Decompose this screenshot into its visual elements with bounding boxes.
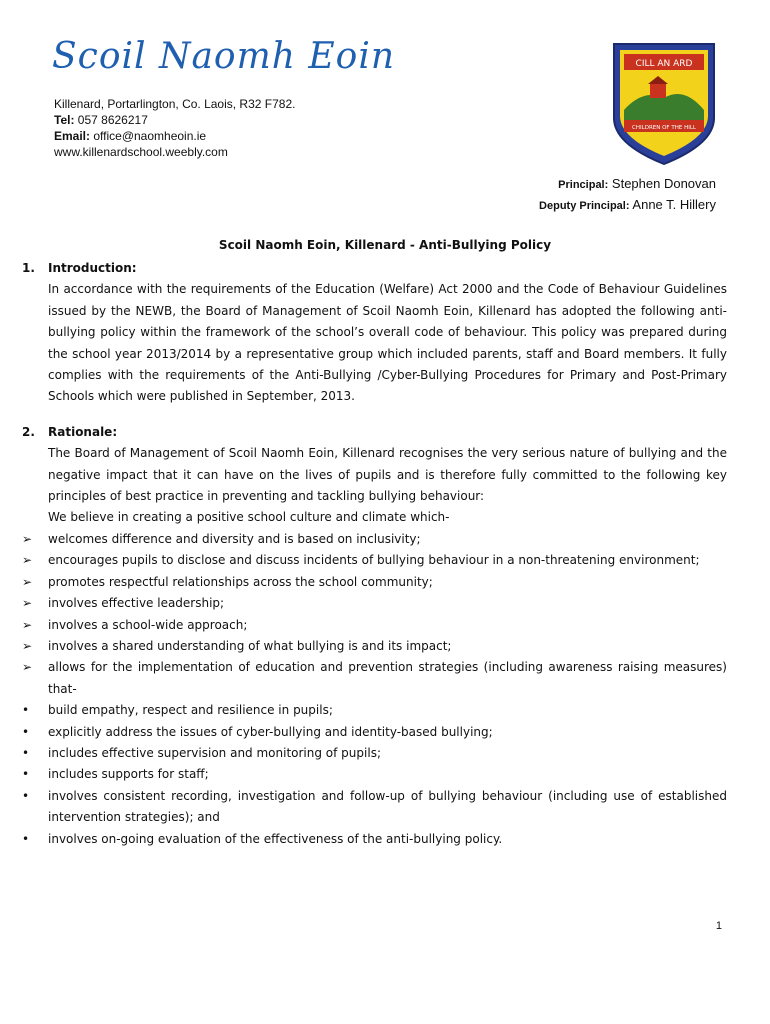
arrow-list-item-text: involves a school-wide approach; — [48, 617, 248, 632]
section-number: 2. — [22, 424, 35, 439]
bullet-list-item-marker-icon: • — [22, 724, 30, 739]
arrow-list-item — [22, 636, 727, 657]
section-paragraph: In accordance with the requirements of the Education (Welfare) Act 2000 and the Code of Behaviour Guidelines issued by the NEWB, the Board of Management of Scoil Naomh Eoin, Killenard has adopted the following anti-bullying policy within the framework of the school’s overall code of behaviour. This policy was prepared during the school year 2013/2014 by a representative group which included parents, staff and Board members. It fully complies with the requirements of the Anti-Bullying /Cyber-Bullying Procedures for Primary and Post-Primary Schools which were published in September, 2013. — [48, 282, 727, 404]
telephone: Tel: 057 8626217 — [54, 113, 148, 127]
section-paragraph: The Board of Management of Scoil Naomh Eoin, Killenard recognises the very serious nature of bullying and the negative impact that it can have on the lives of pupils and is therefore fully committed to the following key principles of best practice in preventing and tackling bullying behaviour: — [48, 446, 727, 504]
deputy-principal-line: Deputy Principal: Anne T. Hillery — [539, 197, 716, 212]
arrow-list-item-marker-icon: ➢ — [22, 617, 33, 632]
bullet-list-item — [22, 722, 727, 743]
document-body — [22, 258, 727, 850]
bullet-list-item — [22, 829, 727, 850]
staff-block — [539, 174, 716, 216]
bullet-list-item-marker-icon: • — [22, 767, 30, 782]
page-number: 1 — [715, 920, 722, 932]
arrow-list-item-text: involves a shared understanding of what bullying is and its impact; — [48, 638, 452, 653]
bullet-list-item-marker-icon: • — [22, 831, 30, 846]
document-title: Scoil Naomh Eoin, Killenard - Anti-Bullying Policy — [218, 238, 552, 252]
crest-top-text: CILL AN ARD — [635, 59, 693, 69]
arrow-list-item-text: involves effective leadership; — [48, 596, 225, 611]
section-heading: Introduction: — [48, 261, 137, 275]
bullet-list-item-text: involves on-going evaluation of the effectiveness of the anti-bullying policy. — [48, 831, 503, 846]
arrow-list-item-text: encourages pupils to disclose and discuss incidents of bullying behaviour in a non-threatening environment; — [48, 553, 700, 568]
arrow-list-item-marker-icon: ➢ — [22, 553, 33, 568]
bullet-list-item-marker-icon: • — [22, 703, 30, 718]
arrow-list-item-marker-icon: ➢ — [22, 596, 33, 611]
address: Killenard, Portarlington, Co. Laois, R32 F782. — [54, 97, 296, 111]
contact-block — [54, 96, 295, 160]
crest-bottom-text: CHILDREN OF THE HILL — [632, 125, 696, 131]
school-crest-icon — [610, 40, 718, 168]
arrow-list-item — [22, 550, 727, 571]
bullet-list-item-marker-icon: • — [22, 788, 30, 803]
bullet-list-item-text: explicitly address the issues of cyber-bullying and identity-based bullying; — [48, 724, 493, 739]
bullet-list-item-text: includes effective supervision and monitoring of pupils; — [48, 745, 381, 760]
arrow-list-item-marker-icon: ➢ — [22, 574, 33, 589]
principal-line: Principal: Stephen Donovan — [558, 176, 716, 191]
bullet-list-item — [22, 743, 727, 764]
bullet-list-item-text: involves consistent recording, investigation and follow-up of bullying behaviour (including use of established intervention strategies); and — [48, 788, 727, 825]
arrow-list-item-text: promotes respectful relationships across the school community; — [48, 574, 433, 589]
bullet-list-item — [22, 764, 727, 785]
bullet-list-item-marker-icon: • — [22, 745, 30, 760]
section-number: 1. — [22, 261, 35, 275]
section-heading: Rationale: — [48, 424, 118, 439]
arrow-list-item-text: allows for the implementation of education and prevention strategies (including awareness raising measures) that- — [48, 660, 727, 696]
arrow-list-item-marker-icon: ➢ — [22, 660, 33, 675]
bullet-list-item — [22, 786, 727, 829]
email: Email: office@naomheoin.ie — [54, 129, 207, 143]
arrow-list — [22, 529, 727, 700]
section-rationale — [22, 422, 727, 529]
arrow-list-item — [22, 593, 727, 614]
school-name-logo: Scoil Naomh Eoin — [52, 36, 396, 77]
arrow-list-item — [22, 657, 727, 700]
bullet-list — [22, 700, 727, 850]
arrow-list-item-marker-icon: ➢ — [22, 531, 33, 546]
arrow-list-item — [22, 529, 727, 550]
section-introduction — [22, 258, 727, 408]
arrow-list-item-text: welcomes difference and diversity and is based on inclusivity; — [48, 531, 421, 546]
bullet-list-item — [22, 700, 727, 721]
section-intro-line: We believe in creating a positive school culture and climate which- — [48, 510, 450, 525]
arrow-list-item — [22, 615, 727, 636]
bullet-list-item-text: includes supports for staff; — [48, 767, 209, 782]
website: www.killenardschool.weebly.com — [54, 145, 228, 159]
bullet-list-item-text: build empathy, respect and resilience in pupils; — [48, 703, 333, 718]
arrow-list-item — [22, 572, 727, 593]
arrow-list-item-marker-icon: ➢ — [22, 638, 33, 653]
